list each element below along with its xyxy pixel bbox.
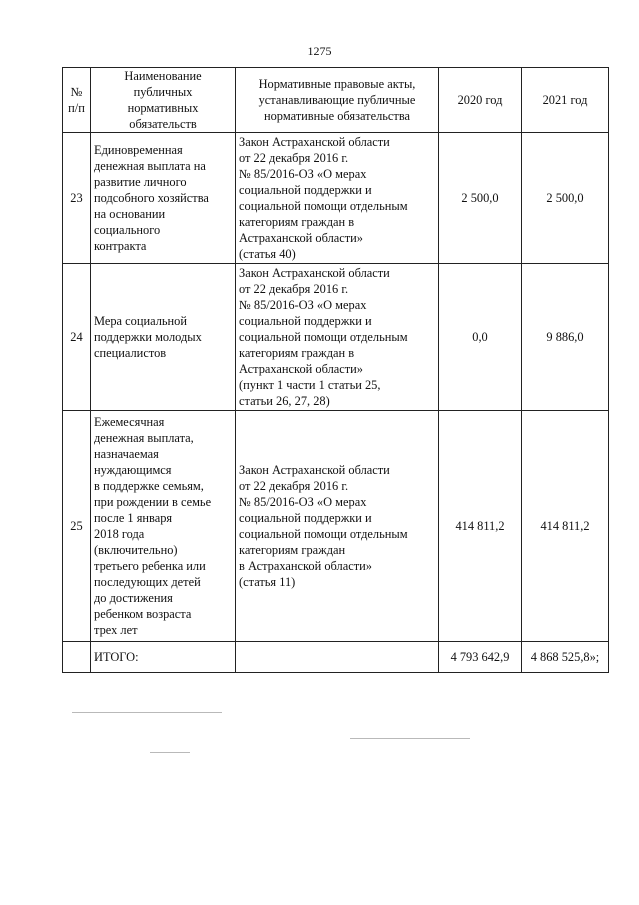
header-number: № п/п <box>63 68 91 133</box>
amount-2021: 414 811,2 <box>522 411 609 642</box>
table-row <box>63 133 609 264</box>
legal-act: Закон Астраханской области от 22 декабря 2016 г. № 85/2016-ОЗ «О мерах социальной поддержки и социальной помощи отдельным категориям граждан в Астраханской области» (статья 11) <box>236 411 439 642</box>
amount-2020: 414 811,2 <box>439 411 522 642</box>
total-2021: 4 868 525,8»; <box>522 642 609 673</box>
total-label: ИТОГО: <box>91 642 236 673</box>
amount-2021: 9 886,0 <box>522 264 609 411</box>
row-number: 24 <box>63 264 91 411</box>
total-number-cell <box>63 642 91 673</box>
header-year-2021: 2021 год <box>522 68 609 133</box>
header-legal-acts: Нормативные правовые акты, устанавливающие публичные нормативные обязательства <box>236 68 439 133</box>
table-header-row <box>63 68 609 133</box>
amount-2020: 0,0 <box>439 264 522 411</box>
scan-smudge <box>72 712 222 713</box>
scan-smudge <box>350 738 470 739</box>
row-number: 25 <box>63 411 91 642</box>
total-row <box>63 642 609 673</box>
obligation-name: Единовременная денежная выплата на развитие личного подсобного хозяйства на основании социального контракта <box>91 133 236 264</box>
row-number: 23 <box>63 133 91 264</box>
header-obligation-name: Наименование публичных нормативных обязательств <box>91 68 236 133</box>
obligation-name: Мера социальной поддержки молодых специалистов <box>91 264 236 411</box>
table-row <box>63 411 609 642</box>
scan-smudge <box>150 752 190 753</box>
header-year-2020: 2020 год <box>439 68 522 133</box>
legal-act: Закон Астраханской области от 22 декабря 2016 г. № 85/2016-ОЗ «О мерах социальной поддержки и социальной помощи отдельным категориям граждан в Астраханской области» (пункт 1 части 1 статьи 25, статьи 26, 27, 28) <box>236 264 439 411</box>
total-2020: 4 793 642,9 <box>439 642 522 673</box>
amount-2020: 2 500,0 <box>439 133 522 264</box>
obligation-name: Ежемесячная денежная выплата, назначаемая нуждающимся в поддержке семьям, при рождении в семье после 1 января 2018 года (включительно) третьего ребенка или последующих детей до достижения ребенком возраста трех лет <box>91 411 236 642</box>
amount-2021: 2 500,0 <box>522 133 609 264</box>
table-row <box>63 264 609 411</box>
total-act-cell <box>236 642 439 673</box>
obligations-table <box>62 67 609 673</box>
page-number: 1275 <box>307 44 332 58</box>
legal-act: Закон Астраханской области от 22 декабря 2016 г. № 85/2016-ОЗ «О мерах социальной поддержки и социальной помощи отдельным категориям граждан в Астраханской области» (статья 40) <box>236 133 439 264</box>
